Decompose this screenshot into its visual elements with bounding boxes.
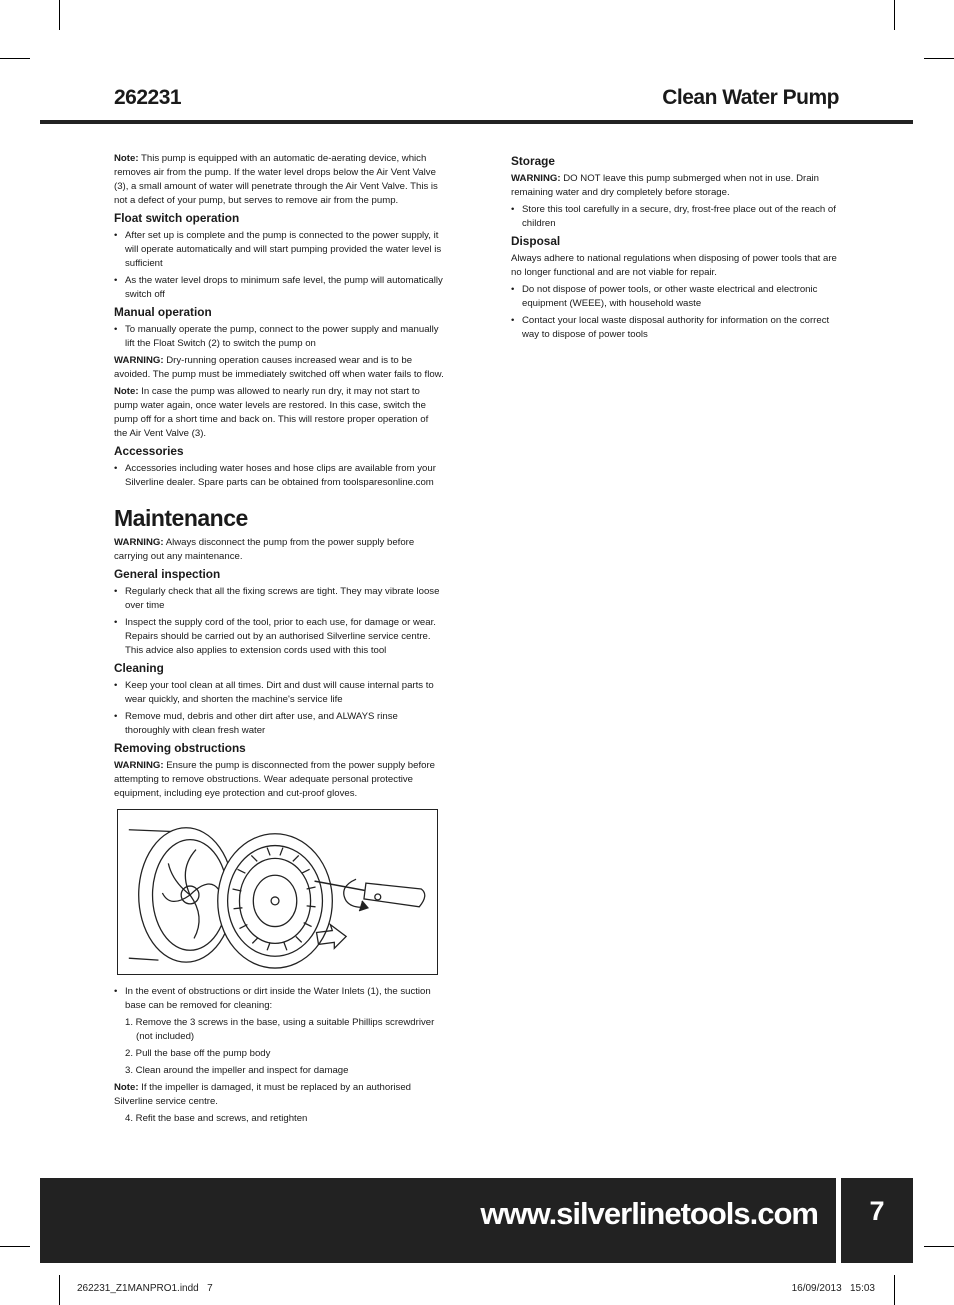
step-item: 2. Pull the base off the pump body bbox=[125, 1048, 271, 1059]
list-item: • In the event of obstructions or dirt inside the Water Inlets (1), the suction base can be removed for cleaning: bbox=[114, 985, 444, 1013]
list-item: • Accessories including water hoses and hose clips are available from your Silverline dealer. Spare parts can be obtained from toolsparesonline.com bbox=[114, 462, 444, 490]
pump-base-illustration bbox=[117, 809, 438, 975]
crop-mark bbox=[0, 1246, 30, 1247]
page-title: Clean Water Pump bbox=[662, 86, 839, 109]
list-item: • After set up is complete and the pump is connected to the power supply, it will operate automatically and will start pumping provided the water level is sufficient bbox=[114, 229, 444, 271]
warning-disconnect: WARNING: Always disconnect the pump from the power supply before carrying out any maintenance. bbox=[114, 537, 415, 562]
page-number: 7 bbox=[869, 1196, 885, 1226]
note-deaerating: Note: This pump is equipped with an automatic de-aerating device, which removes air from the pump. If the water level drops below the Air Vent Valve (3), a small amount of water will penetrate through the Air Vent Valve. This is not a defect of your pump, but serves to remove air from the pump. bbox=[114, 153, 438, 206]
crop-mark bbox=[894, 0, 895, 30]
manual-operation-heading: Manual operation bbox=[114, 305, 212, 319]
general-inspection-list bbox=[114, 585, 444, 658]
step-item: 4. Refit the base and screws, and retighten bbox=[125, 1113, 308, 1124]
storage-heading: Storage bbox=[511, 154, 555, 168]
step-item: 1. Remove the 3 screws in the base, using a suitable Phillips screwdriver (not included) bbox=[125, 1017, 435, 1042]
warning-storage: WARNING: DO NOT leave this pump submerged when not in use. Drain remaining water and dry completely before storage. bbox=[511, 173, 820, 198]
list-item: • Store this tool carefully in a secure, dry, frost-free place out of the reach of children bbox=[511, 203, 839, 231]
crop-mark bbox=[894, 1275, 895, 1305]
crop-mark bbox=[59, 1275, 60, 1305]
float-switch-heading: Float switch operation bbox=[114, 211, 240, 225]
slug-filename: 262231_Z1MANPRO1.indd 7 bbox=[77, 1283, 213, 1294]
cleaning-steps-final bbox=[114, 1112, 444, 1126]
page-number-box bbox=[841, 1178, 913, 1263]
obstruction-list bbox=[114, 985, 444, 1013]
cleaning-steps bbox=[114, 1016, 444, 1078]
general-inspection-heading: General inspection bbox=[114, 567, 221, 581]
note-run-dry: Note: In case the pump was allowed to nearly run dry, it may not start to pump water again, once water levels are restored. In this case, switch the pump off for a short time and back on. This will restore proper operation of the Air Vent Valve (3). bbox=[114, 386, 429, 439]
warning-dry-running: WARNING: Dry-running operation causes increased wear and is to be avoided. The pump must be immediately switched off when water fails to flow. bbox=[114, 355, 444, 380]
website-url: www.silverlinetools.com bbox=[480, 1196, 818, 1231]
disposal-list bbox=[511, 283, 839, 342]
list-item: • Remove mud, debris and other dirt after use, and ALWAYS rinse thoroughly with clean fresh water bbox=[114, 710, 444, 738]
header-rule bbox=[40, 120, 913, 124]
accessories-heading: Accessories bbox=[114, 444, 184, 458]
cleaning-list bbox=[114, 679, 444, 738]
note-impeller: Note: If the impeller is damaged, it must be replaced by an authorised Silverline service centre. bbox=[114, 1082, 412, 1107]
list-item: • Inspect the supply cord of the tool, prior to each use, for damage or wear. Repairs should be carried out by an authorised Silverline service centre. This advice also applies to extension cords used with this tool bbox=[114, 616, 444, 658]
warning-obstructions: WARNING: Ensure the pump is disconnected from the power supply before attempting to remove obstructions. Wear adequate personal protective equipment, including eye protection and cut-proof gloves. bbox=[114, 760, 436, 799]
list-item: • Do not dispose of power tools, or other waste electrical and electronic equipment (WEEE), with household waste bbox=[511, 283, 839, 311]
model-number: 262231 bbox=[114, 86, 182, 109]
removing-obstructions-heading: Removing obstructions bbox=[114, 741, 246, 755]
storage-list bbox=[511, 203, 839, 231]
crop-mark bbox=[924, 1246, 954, 1247]
crop-mark bbox=[0, 58, 30, 59]
cleaning-heading: Cleaning bbox=[114, 661, 164, 675]
list-item: • Keep your tool clean at all times. Dirt and dust will cause internal parts to wear quickly, and shorten the machine's service life bbox=[114, 679, 444, 707]
pump-impeller-drawing bbox=[118, 810, 437, 974]
disposal-heading: Disposal bbox=[511, 234, 561, 248]
manual-operation-list bbox=[114, 323, 444, 351]
crop-mark bbox=[924, 58, 954, 59]
left-column bbox=[114, 152, 444, 1129]
list-item: • As the water level drops to minimum safe level, the pump will automatically switch off bbox=[114, 274, 444, 302]
slug-date: 16/09/2013 15:03 bbox=[791, 1283, 875, 1294]
crop-mark bbox=[59, 0, 60, 30]
list-item: • To manually operate the pump, connect to the power supply and manually lift the Float Switch (2) to switch the pump on bbox=[114, 323, 444, 351]
float-switch-list bbox=[114, 229, 444, 302]
footer-bar bbox=[40, 1178, 836, 1263]
maintenance-heading: Maintenance bbox=[114, 505, 248, 531]
right-column bbox=[511, 152, 839, 345]
list-item: • Regularly check that all the fixing screws are tight. They may vibrate loose over time bbox=[114, 585, 444, 613]
disposal-text: Always adhere to national regulations when disposing of power tools that are no longer functional and are not viable for repair. bbox=[511, 253, 837, 278]
step-item: 3. Clean around the impeller and inspect for damage bbox=[125, 1065, 349, 1076]
accessories-list bbox=[114, 462, 444, 490]
list-item: • Contact your local waste disposal authority for information on the correct way to dispose of power tools bbox=[511, 314, 839, 342]
